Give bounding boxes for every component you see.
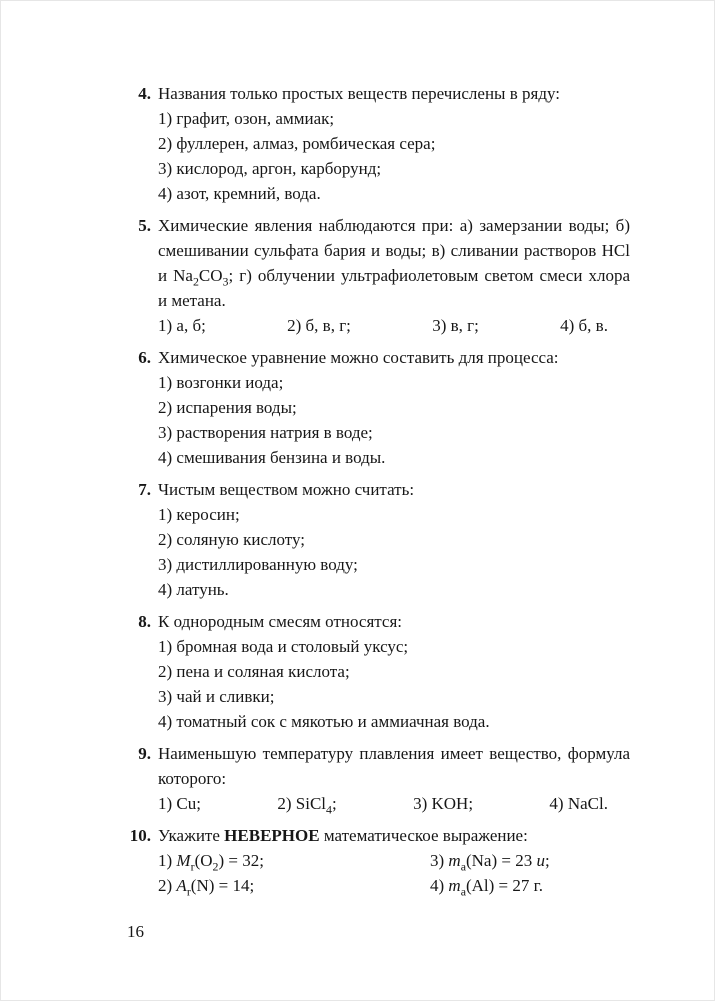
option: 3) KOH; <box>413 794 474 813</box>
question-4 <box>127 81 630 206</box>
option: 2) б, в, г; <box>287 316 351 335</box>
question-head <box>127 609 630 634</box>
question-6 <box>127 345 630 470</box>
question-options <box>127 502 630 602</box>
option: 4) латунь. <box>158 580 229 599</box>
question-number: 6. <box>138 348 151 367</box>
option: 1) керосин; <box>158 505 240 524</box>
option: 2) фуллерен, алмаз, ромбическая сера; <box>158 134 436 153</box>
option: 2) SiCl$_4$; <box>277 794 337 817</box>
option: 1) бромная вода и столовый уксус; <box>158 637 409 656</box>
question-head <box>127 345 630 370</box>
question-text: Названия только простых веществ перечислены в ряду: <box>158 84 560 103</box>
option: 1) графит, озон, аммиак; <box>158 109 335 128</box>
option: 4) NaCl. <box>549 794 608 813</box>
option: 3) растворения натрия в воде; <box>158 423 373 442</box>
option: 1) Cu; <box>158 794 201 813</box>
option: 1) $M_r(O_2) = 32$; <box>158 851 264 874</box>
option: 4) б, в. <box>560 316 608 335</box>
question-head <box>127 213 630 313</box>
page-number: 16 <box>127 922 144 941</box>
question-10 <box>127 823 630 898</box>
option: 4) $m_a(Al) = 27$ г. <box>430 876 543 899</box>
question-5 <box>127 213 630 338</box>
question-number: 7. <box>138 480 151 499</box>
question-number: 4. <box>138 84 151 103</box>
question-7 <box>127 477 630 602</box>
question-text: Химические явления наблюдаются при: а) замерзании воды; б) смешивании сульфата бария и воды; в) сливании растворов HCl и $Na_2CO_3$; г) облучении ультрафиолетовым светом смеси хлора и метана. <box>158 216 631 310</box>
question-text: Наименьшую температуру плавления имеет вещество, формула которого: <box>158 744 630 788</box>
option: 3) в, г; <box>432 316 479 335</box>
option: 4) азот, кремний, вода. <box>158 184 321 203</box>
question-options <box>127 106 630 206</box>
option: 2) испарения воды; <box>158 398 297 417</box>
question-number: 8. <box>138 612 151 631</box>
option: 4) смешивания бензина и воды. <box>158 448 386 467</box>
question-head <box>127 81 630 106</box>
option: 3) дистиллированную воду; <box>158 555 358 574</box>
option: 3) чай и сливки; <box>158 687 275 706</box>
option: 2) соляную кислоту; <box>158 530 305 549</box>
option: 1) возгонки иода; <box>158 373 284 392</box>
option: 2) $A_r(N) = 14$; <box>158 876 255 899</box>
option: 2) пена и соляная кислота; <box>158 662 350 681</box>
question-8 <box>127 609 630 734</box>
question-head <box>127 741 630 791</box>
question-text: Чистым веществом можно считать: <box>158 480 415 499</box>
question-head <box>127 823 630 848</box>
question-options <box>127 634 630 734</box>
option: 3) $m_a(Na) = 23$ u; <box>430 851 550 874</box>
question-head <box>127 477 630 502</box>
option: 3) кислород, аргон, карборунд; <box>158 159 382 178</box>
question-text: Химическое уравнение можно составить для процесса: <box>158 348 559 367</box>
option: 4) томатный сок с мякотью и аммиачная вода. <box>158 712 490 731</box>
question-options <box>127 313 630 338</box>
question-options <box>158 848 630 898</box>
question-9 <box>127 741 630 816</box>
question-number: 10. <box>129 826 151 845</box>
question-number: 9. <box>138 744 151 763</box>
question-options <box>127 791 630 816</box>
question-text: К однородным смесям относятся: <box>158 612 402 631</box>
question-options <box>127 370 630 470</box>
question-text: Укажите НЕВЕРНОЕ математическое выражение: <box>158 826 528 845</box>
question-number: 5. <box>138 216 151 235</box>
option: 1) а, б; <box>158 316 206 335</box>
questions-list <box>127 81 630 905</box>
